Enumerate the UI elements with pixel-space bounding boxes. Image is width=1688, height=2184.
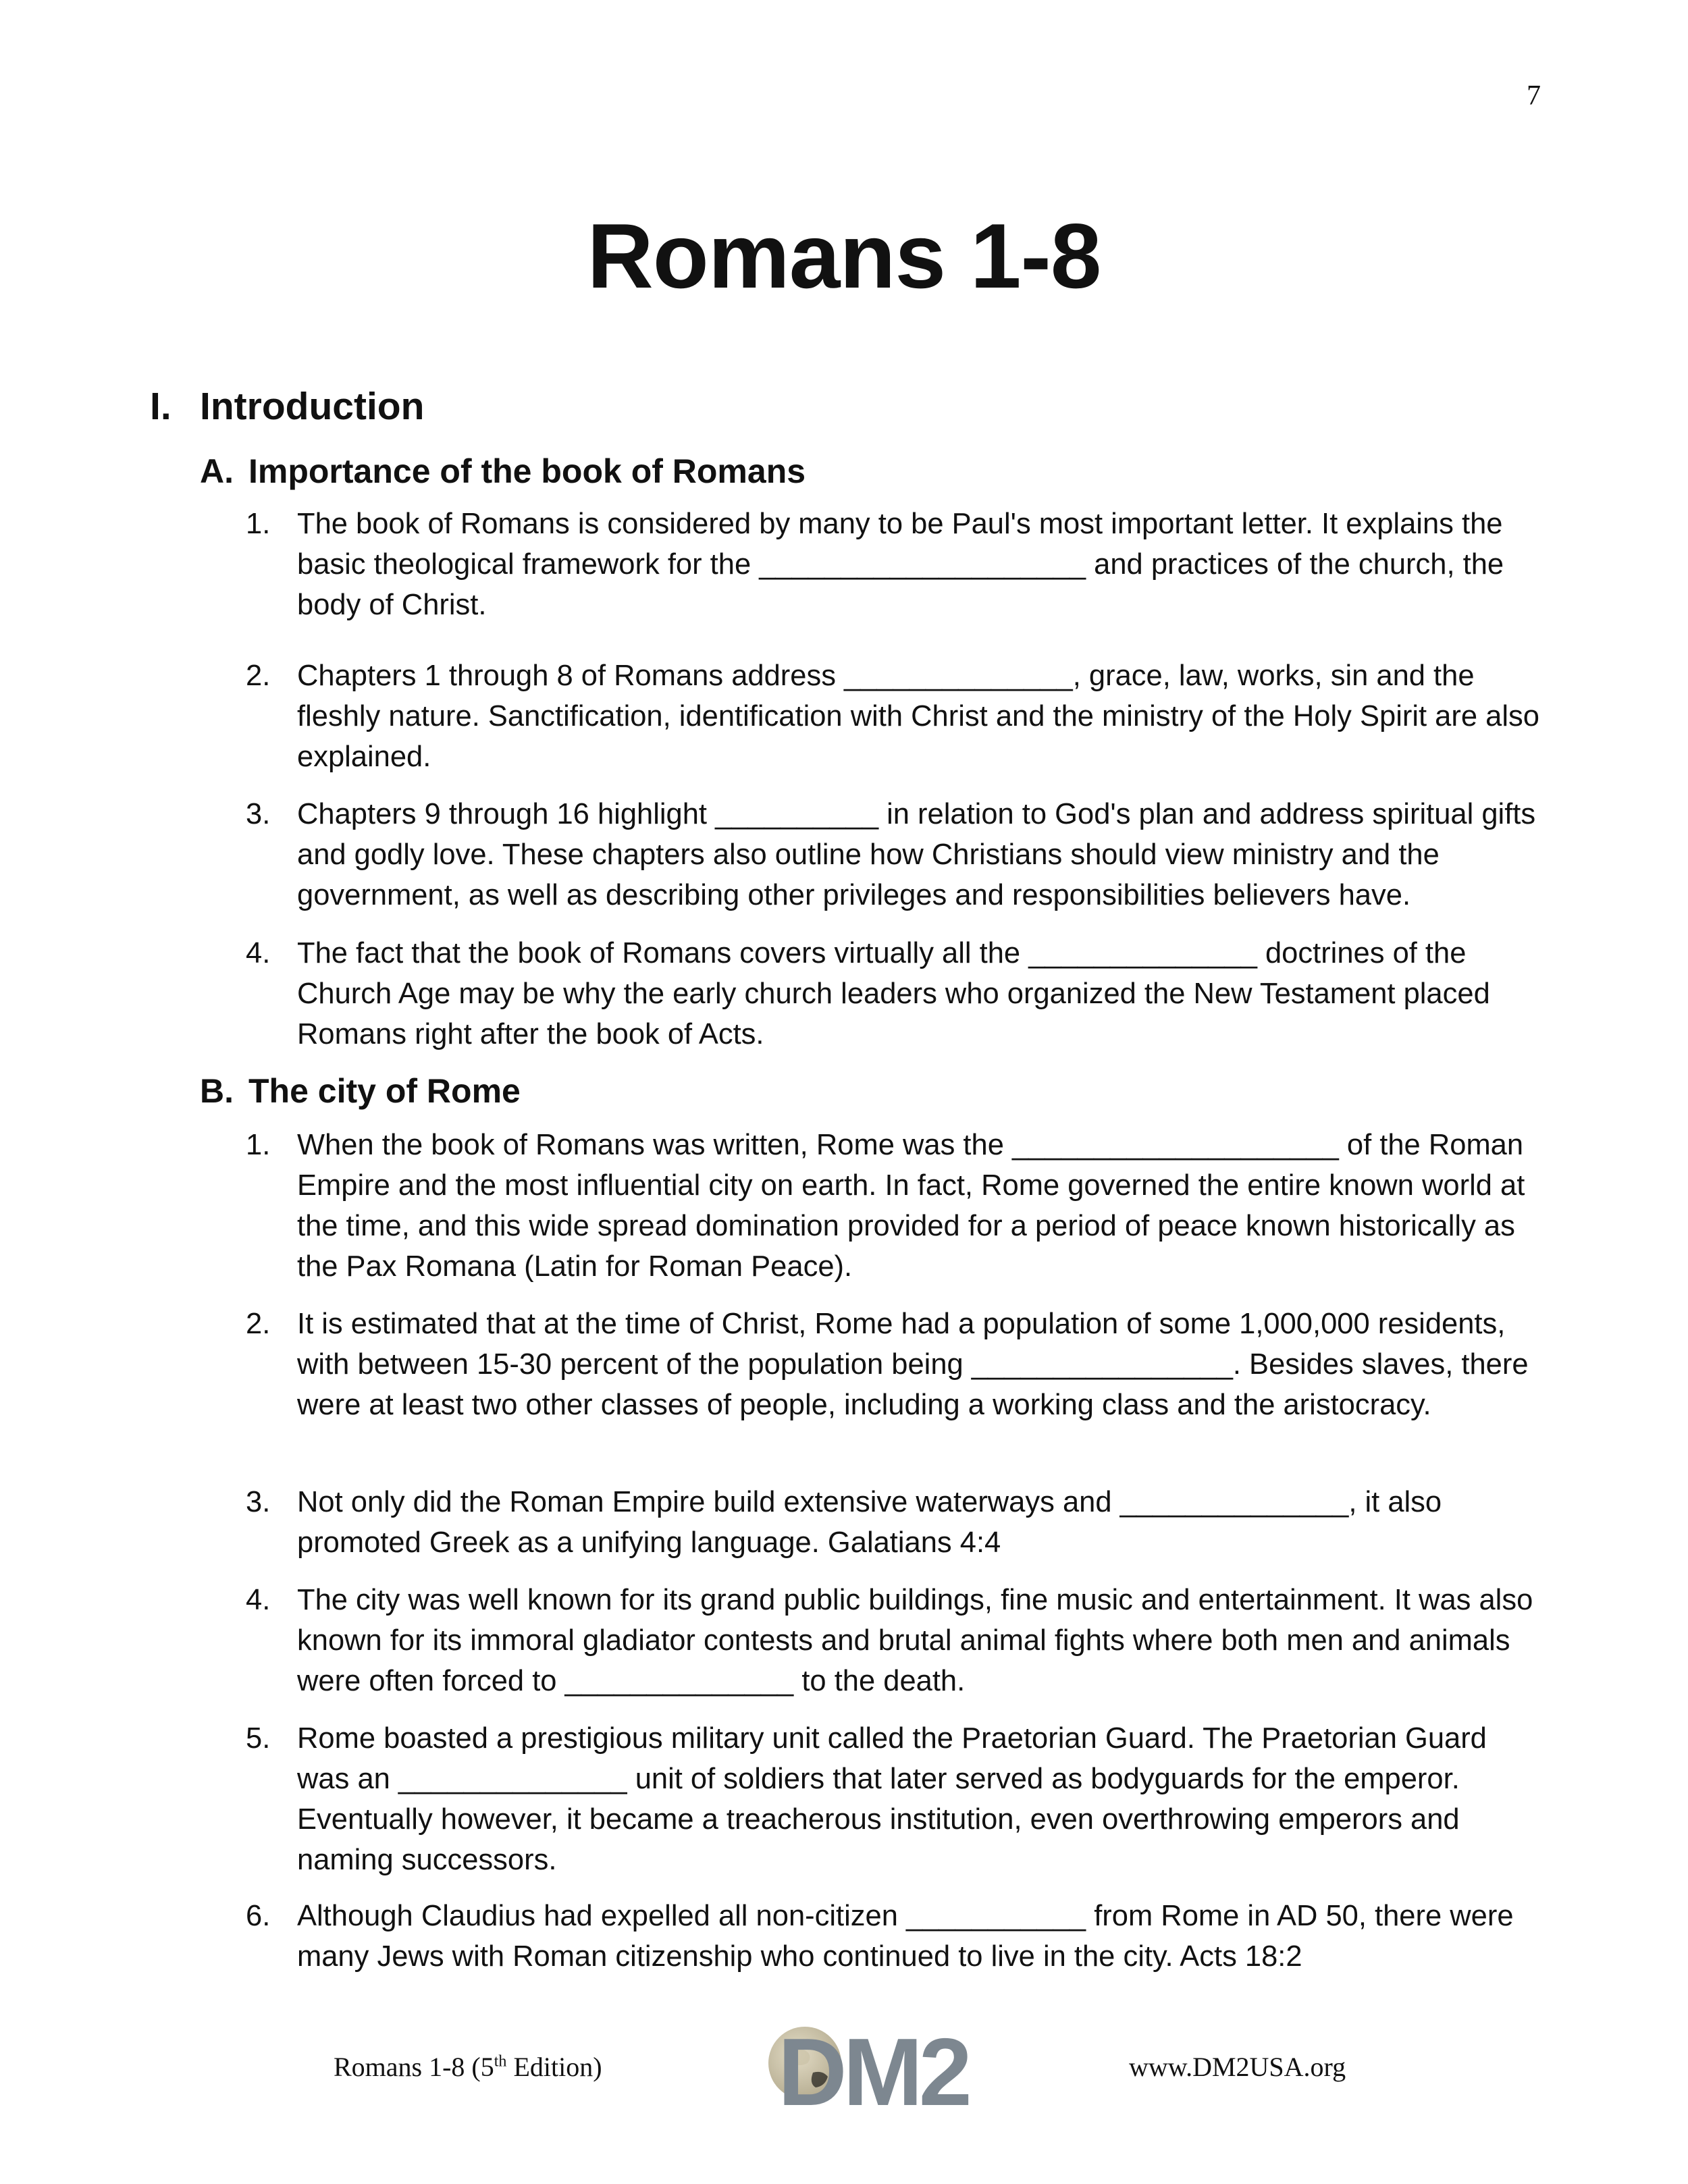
list-item-number: 2. <box>246 1308 271 1340</box>
list-item-number: 6. <box>246 1900 271 1932</box>
list-item <box>246 1125 1542 1287</box>
list-item-text: It is estimated that at the time of Christ, Rome had a population of some 1,000,000 residents, with between 15-30 percent of the population being ________________. Besides slaves, there were at least two other classes of people, including a working class and the aristocracy. <box>297 1308 1529 1421</box>
list-item-number: 4. <box>246 937 271 969</box>
list-item-text: When the book of Romans was written, Rome was the ____________________ of the Roman Empire and the most influential city on earth. In fact, Rome governed the entire known world at the time, and this wide spread domination provided for a period of peace known historically as the Pax Romana (Latin for Roman Peace). <box>297 1129 1525 1283</box>
subsection-letter: A. <box>200 452 234 490</box>
footer-edition-suffix: Edition) <box>506 2052 602 2082</box>
dm2-logo-icon <box>766 2019 988 2120</box>
list-item-text: Rome boasted a prestigious military unit called the Praetorian Guard. The Praetorian Guard was an ______________ unit of soldiers that later served as bodyguards for the emperor. Eventually however, it became a treacherous institution, even overthrowing emperors and naming successors. <box>297 1722 1487 1876</box>
list-item <box>246 504 1542 625</box>
list-item <box>246 933 1542 1055</box>
page-number: 7 <box>1527 80 1541 111</box>
list-item-text: Chapters 9 through 16 highlight __________ in relation to God's plan and address spiritual gifts and godly love. These chapters also outline how Christians should view ministry and the government, as well as describing other privileges and responsibilities believers have. <box>297 798 1536 911</box>
section-heading-text: Introduction <box>200 385 425 428</box>
list-item <box>246 1580 1542 1701</box>
list-item-number: 5. <box>246 1722 271 1755</box>
list-item-number: 1. <box>246 508 271 540</box>
logo-text: DM2 <box>778 2019 968 2120</box>
subsection-heading-rome <box>200 1071 521 1111</box>
list-item-text: Not only did the Roman Empire build extensive waterways and ______________, it also promoted Greek as a unifying language. Galatians 4:4 <box>297 1486 1442 1559</box>
subsection-heading-importance <box>200 451 806 491</box>
list-item <box>246 1896 1542 1977</box>
list-item-text: The fact that the book of Romans covers virtually all the ______________ doctrines of the Church Age may be why the early church leaders who organized the New Testament placed Romans right after the book of Acts. <box>297 937 1490 1050</box>
footer-edition-prefix: Romans 1-8 (5 <box>334 2052 494 2082</box>
list-item-number: 1. <box>246 1129 271 1161</box>
list-item-text: Chapters 1 through 8 of Romans address ______________, grace, law, works, sin and the fleshly nature. Sanctification, identification with Christ and the ministry of the Holy Spirit are also explained. <box>297 660 1539 773</box>
list-item-text: Although Claudius had expelled all non-citizen ___________ from Rome in AD 50, there were many Jews with Roman citizenship who continued to live in the city. Acts 18:2 <box>297 1900 1514 1973</box>
list-item-number: 4. <box>246 1584 271 1616</box>
list-item-number: 2. <box>246 660 271 692</box>
list-item-number: 3. <box>246 798 271 830</box>
list-item-text: The book of Romans is considered by many to be Paul's most important letter. It explains the basic theological framework for the ____________________ and practices of the church, the body of Christ. <box>297 508 1504 621</box>
footer-website: www.DM2USA.org <box>1129 2052 1346 2082</box>
subsection-letter: B. <box>200 1072 234 1110</box>
subsection-heading-text: The city of Rome <box>248 1072 521 1110</box>
list-item <box>246 656 1542 777</box>
document-title: Romans 1-8 <box>587 205 1101 307</box>
list-item-text: The city was well known for its grand public buildings, fine music and entertainment. It was also known for its immoral gladiator contests and brutal animal fights where both men and animals were often forced to ______________ to the death. <box>297 1584 1533 1697</box>
subsection-heading-text: Importance of the book of Romans <box>248 452 806 490</box>
list-item-number: 3. <box>246 1486 271 1518</box>
list-item <box>246 1718 1542 1880</box>
footer-edition <box>334 2051 602 2083</box>
section-number: I. <box>150 385 172 428</box>
section-heading-introduction <box>150 383 424 429</box>
list-item <box>246 794 1542 915</box>
list-item <box>246 1482 1542 1563</box>
list-item <box>246 1304 1542 1425</box>
footer-edition-superscript: th <box>494 2052 507 2071</box>
